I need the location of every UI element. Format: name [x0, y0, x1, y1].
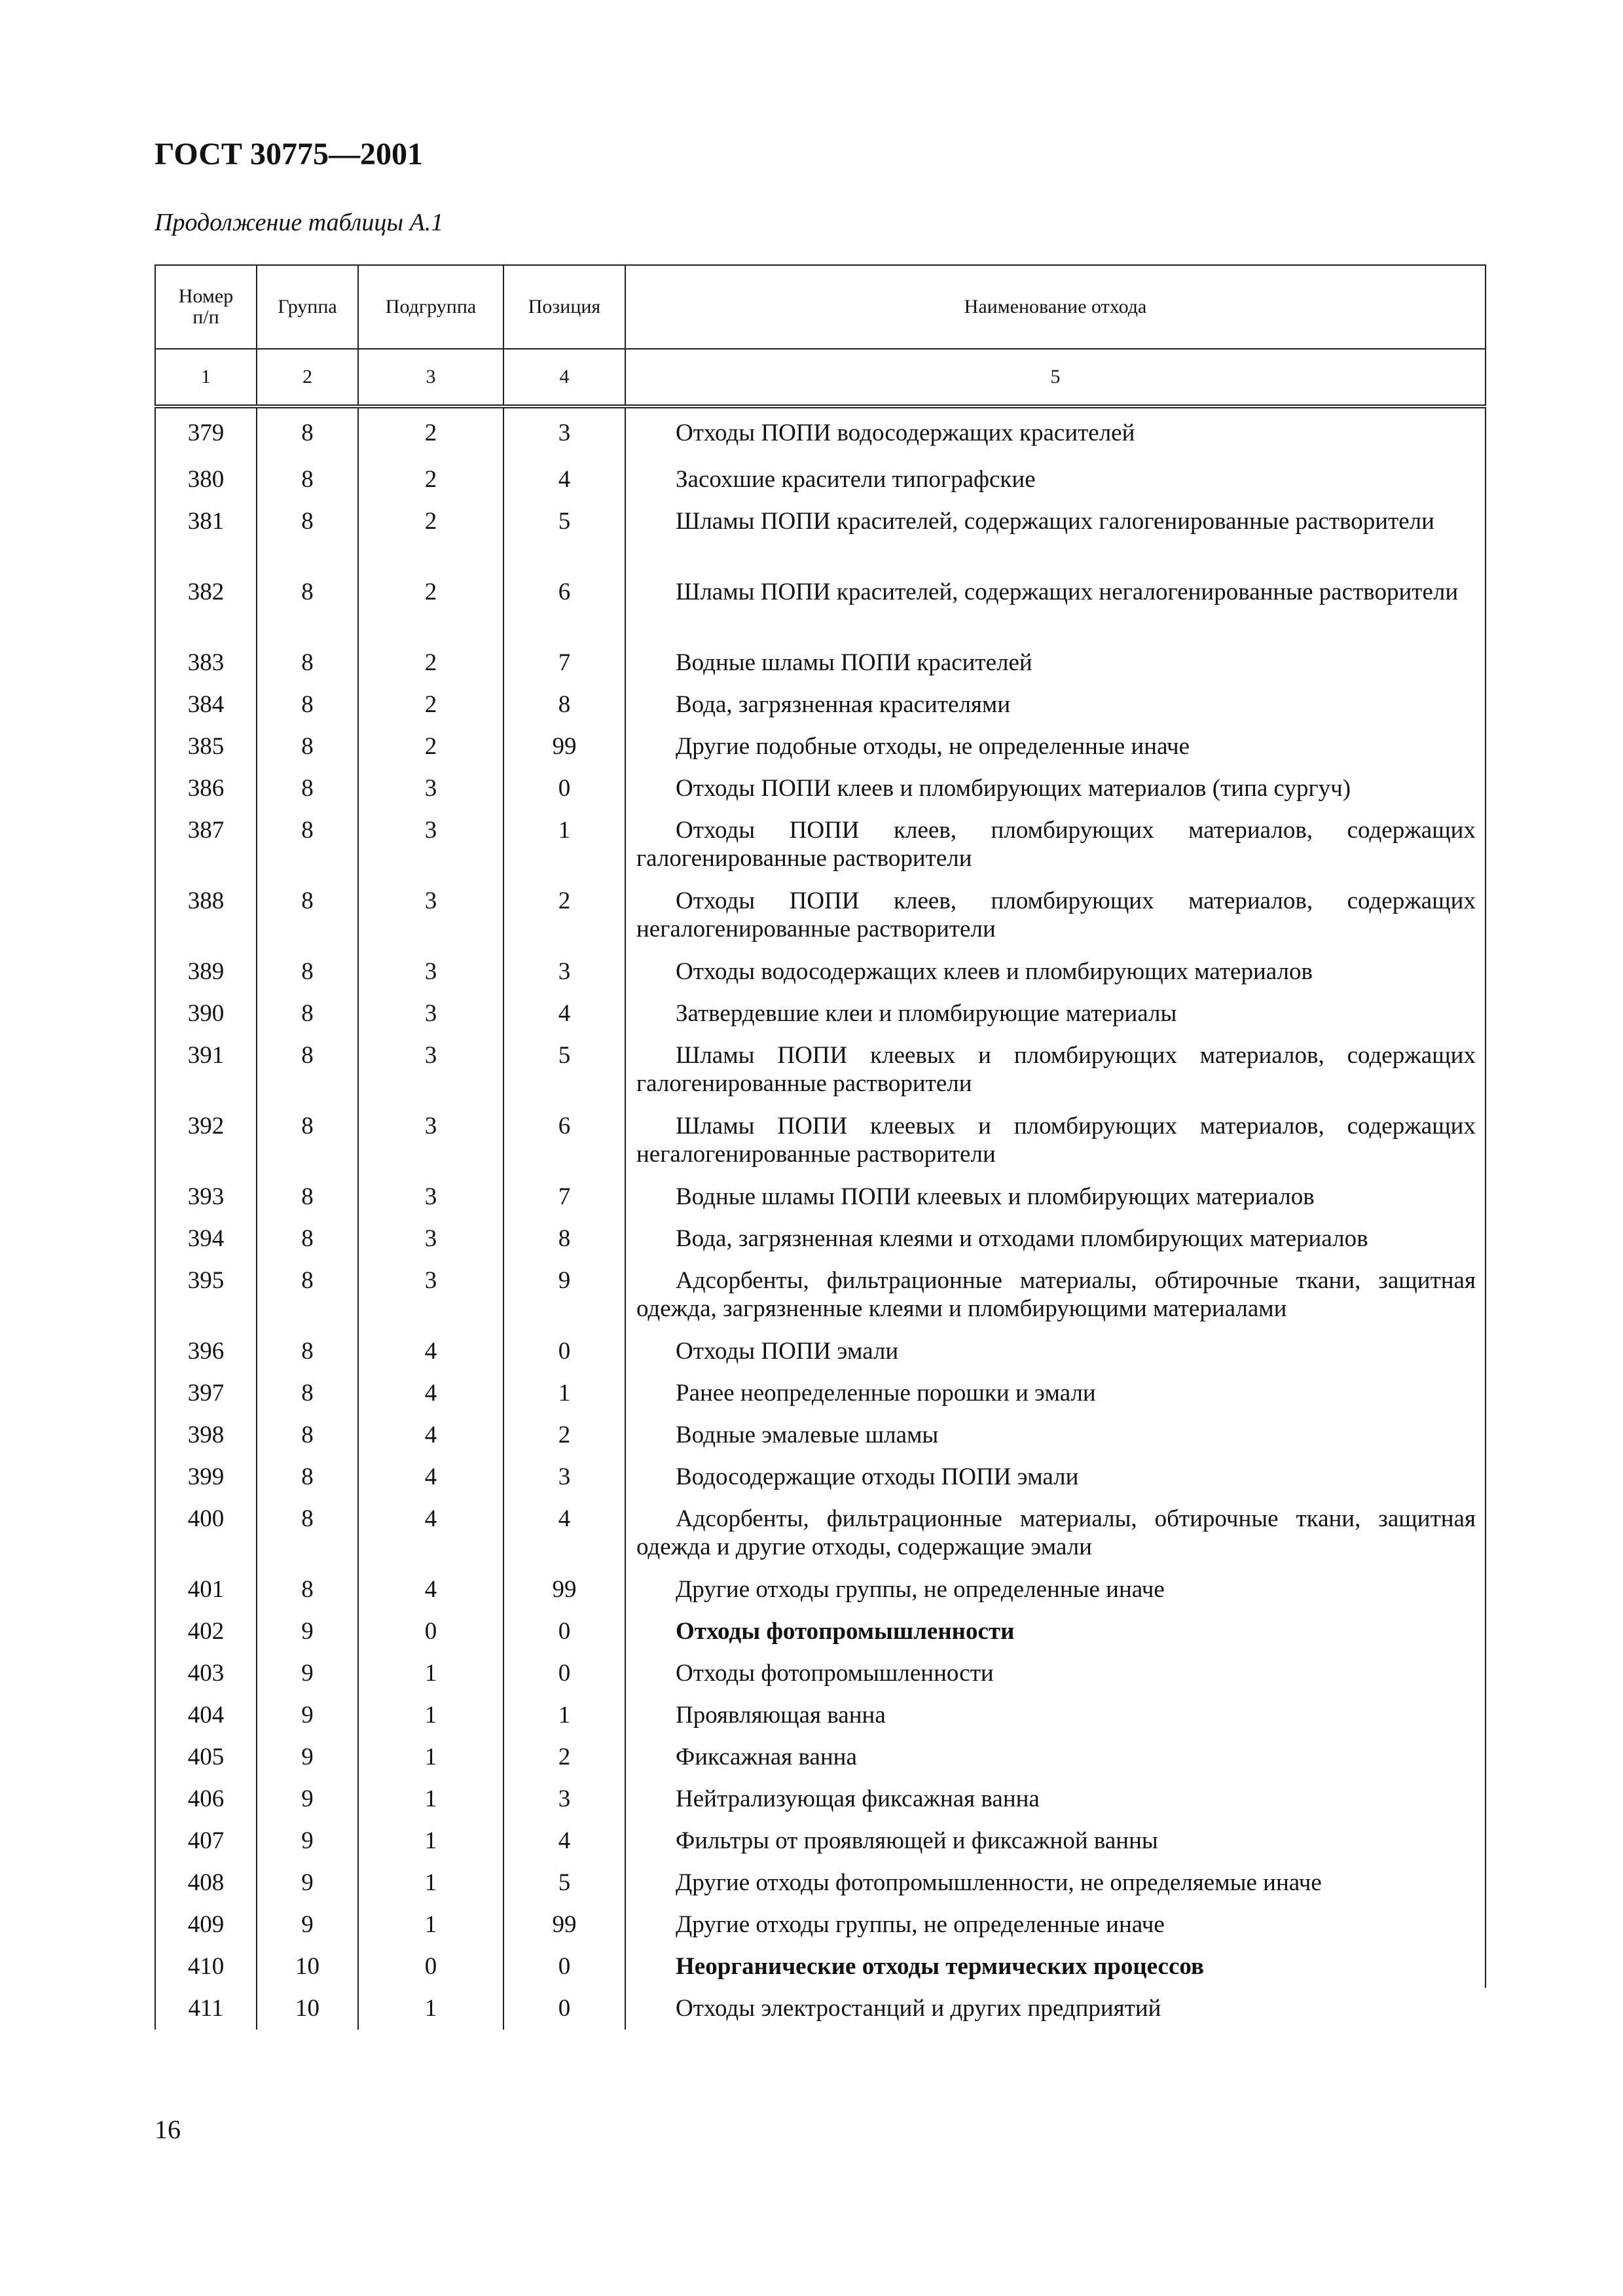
cell-subgroup: 3 [358, 880, 503, 951]
cell-position: 5 [503, 501, 625, 571]
col-header-subgroup: Подгруппа [358, 265, 503, 349]
document-title: ГОСТ 30775—2001 [155, 137, 423, 171]
cell-group: 9 [257, 1695, 358, 1736]
cell-number: 400 [155, 1498, 257, 1569]
cell-group: 8 [257, 1569, 358, 1611]
cell-subgroup: 2 [358, 642, 503, 684]
cell-position: 4 [503, 1820, 625, 1862]
cell-waste-name: Водные шламы ПОПИ красителей [625, 642, 1486, 684]
table-row [155, 951, 1486, 993]
waste-classification-table [155, 264, 1486, 2030]
col-index-1: 1 [155, 349, 257, 406]
cell-position: 0 [503, 1331, 625, 1372]
table-row [155, 993, 1486, 1035]
cell-subgroup: 1 [358, 1695, 503, 1736]
cell-subgroup: 3 [358, 1176, 503, 1218]
cell-number: 388 [155, 880, 257, 951]
cell-group: 8 [257, 726, 358, 768]
cell-position: 3 [503, 1456, 625, 1498]
cell-subgroup: 4 [358, 1456, 503, 1498]
col-index-2: 2 [257, 349, 358, 406]
cell-number: 406 [155, 1778, 257, 1820]
cell-group: 8 [257, 1456, 358, 1498]
cell-waste-name: Отходы водосодержащих клеев и пломбирующих материалов [625, 951, 1486, 993]
cell-waste-name: Водосодержащие отходы ПОПИ эмали [625, 1456, 1486, 1498]
cell-number: 390 [155, 993, 257, 1035]
col-header-group: Группа [257, 265, 358, 349]
cell-waste-name: Отходы электростанций и других предприятий [625, 1988, 1486, 2030]
cell-group: 10 [257, 1988, 358, 2030]
cell-group: 8 [257, 1035, 358, 1105]
cell-position: 3 [503, 1778, 625, 1820]
cell-waste-name: Ранее неопределенные порошки и эмали [625, 1372, 1486, 1414]
cell-subgroup: 2 [358, 571, 503, 642]
cell-group: 8 [257, 459, 358, 501]
cell-group: 8 [257, 1498, 358, 1569]
cell-position: 0 [503, 1946, 625, 1988]
cell-number: 389 [155, 951, 257, 993]
cell-group: 8 [257, 880, 358, 951]
cell-subgroup: 1 [358, 1778, 503, 1820]
table-row [155, 1988, 1486, 2030]
cell-group: 8 [257, 1372, 358, 1414]
table-row [155, 1035, 1486, 1105]
table-row [155, 1176, 1486, 1218]
cell-number: 405 [155, 1736, 257, 1778]
cell-subgroup: 3 [358, 768, 503, 810]
cell-position: 0 [503, 768, 625, 810]
cell-group: 8 [257, 1414, 358, 1456]
cell-waste-name: Шламы ПОПИ красителей, содержащих негалогенированные растворители [625, 571, 1486, 642]
table-row [155, 880, 1486, 951]
cell-position: 1 [503, 1695, 625, 1736]
cell-subgroup: 3 [358, 1035, 503, 1105]
cell-group: 8 [257, 993, 358, 1035]
table-row [155, 1260, 1486, 1331]
cell-group: 8 [257, 1260, 358, 1331]
cell-position: 6 [503, 571, 625, 642]
cell-waste-name: Нейтрализующая фиксажная ванна [625, 1778, 1486, 1820]
cell-number: 408 [155, 1862, 257, 1904]
cell-group: 10 [257, 1946, 358, 1988]
cell-subgroup: 2 [358, 459, 503, 501]
cell-position: 4 [503, 1498, 625, 1569]
cell-subgroup: 0 [358, 1611, 503, 1653]
table-row [155, 406, 1486, 459]
cell-subgroup: 4 [358, 1414, 503, 1456]
cell-number: 379 [155, 406, 257, 459]
table-row [155, 1862, 1486, 1904]
cell-subgroup: 1 [358, 1736, 503, 1778]
cell-number: 402 [155, 1611, 257, 1653]
cell-number: 397 [155, 1372, 257, 1414]
cell-waste-name: Отходы фотопромышленности [625, 1653, 1486, 1695]
cell-group: 8 [257, 571, 358, 642]
cell-group: 8 [257, 406, 358, 459]
cell-position: 6 [503, 1105, 625, 1176]
cell-subgroup: 3 [358, 1105, 503, 1176]
cell-number: 385 [155, 726, 257, 768]
cell-waste-name-section: Отходы фотопромышленности [625, 1611, 1486, 1653]
cell-position: 9 [503, 1260, 625, 1331]
cell-number: 404 [155, 1695, 257, 1736]
cell-group: 8 [257, 501, 358, 571]
cell-waste-name: Водные эмалевые шламы [625, 1414, 1486, 1456]
cell-position: 2 [503, 880, 625, 951]
cell-subgroup: 3 [358, 951, 503, 993]
cell-subgroup: 1 [358, 1653, 503, 1695]
cell-group: 9 [257, 1611, 358, 1653]
table-row [155, 1569, 1486, 1611]
cell-number: 380 [155, 459, 257, 501]
cell-subgroup: 4 [358, 1498, 503, 1569]
cell-number: 383 [155, 642, 257, 684]
cell-subgroup: 3 [358, 1260, 503, 1331]
cell-group: 9 [257, 1862, 358, 1904]
table-row [155, 1736, 1486, 1778]
cell-waste-name-section: Неорганические отходы термических процессов [625, 1946, 1486, 1988]
cell-number: 386 [155, 768, 257, 810]
cell-number: 394 [155, 1218, 257, 1260]
table-row [155, 1331, 1486, 1372]
cell-waste-name: Другие отходы группы, не определенные иначе [625, 1904, 1486, 1946]
table-row [155, 1778, 1486, 1820]
cell-subgroup: 0 [358, 1946, 503, 1988]
table-row [155, 1456, 1486, 1498]
cell-position: 5 [503, 1035, 625, 1105]
cell-position: 99 [503, 726, 625, 768]
cell-waste-name: Фиксажная ванна [625, 1736, 1486, 1778]
table-row [155, 1695, 1486, 1736]
cell-waste-name: Проявляющая ванна [625, 1695, 1486, 1736]
cell-number: 399 [155, 1456, 257, 1498]
cell-waste-name: Отходы ПОПИ водосодержащих красителей [625, 406, 1486, 459]
table-row [155, 1414, 1486, 1456]
table-row-section [155, 1946, 1486, 1988]
cell-waste-name: Другие отходы фотопромышленности, не определяемые иначе [625, 1862, 1486, 1904]
cell-waste-name: Засохшие красители типографские [625, 459, 1486, 501]
cell-position: 0 [503, 1653, 625, 1695]
cell-position: 0 [503, 1988, 625, 2030]
cell-group: 8 [257, 1105, 358, 1176]
cell-number: 398 [155, 1414, 257, 1456]
cell-subgroup: 2 [358, 684, 503, 726]
cell-waste-name: Шламы ПОПИ красителей, содержащих галогенированные растворители [625, 501, 1486, 571]
col-index-4: 4 [503, 349, 625, 406]
cell-number: 395 [155, 1260, 257, 1331]
cell-subgroup: 2 [358, 726, 503, 768]
cell-waste-name: Отходы ПОПИ клеев, пломбирующих материалов, содержащих галогенированные растворители [625, 810, 1486, 880]
cell-subgroup: 4 [358, 1372, 503, 1414]
table-row [155, 571, 1486, 642]
cell-waste-name: Отходы ПОПИ эмали [625, 1331, 1486, 1372]
cell-subgroup: 2 [358, 406, 503, 459]
col-header-waste-name: Наименование отхода [625, 265, 1486, 349]
cell-group: 9 [257, 1778, 358, 1820]
cell-waste-name: Шламы ПОПИ клеевых и пломбирующих материалов, содержащих негалогенированные растворители [625, 1105, 1486, 1176]
table-row [155, 726, 1486, 768]
table-header-row [155, 265, 1486, 349]
table-row [155, 1653, 1486, 1695]
table-row-section [155, 1611, 1486, 1653]
cell-subgroup: 4 [358, 1569, 503, 1611]
cell-number: 382 [155, 571, 257, 642]
cell-subgroup: 2 [358, 501, 503, 571]
cell-waste-name: Фильтры от проявляющей и фиксажной ванны [625, 1820, 1486, 1862]
cell-group: 8 [257, 1218, 358, 1260]
cell-group: 8 [257, 684, 358, 726]
table-row [155, 501, 1486, 571]
cell-subgroup: 1 [358, 1862, 503, 1904]
col-header-position: Позиция [503, 265, 625, 349]
cell-number: 387 [155, 810, 257, 880]
cell-position: 2 [503, 1736, 625, 1778]
cell-group: 9 [257, 1904, 358, 1946]
table-row [155, 1105, 1486, 1176]
table-row [155, 459, 1486, 501]
cell-subgroup: 1 [358, 1820, 503, 1862]
cell-number: 393 [155, 1176, 257, 1218]
cell-waste-name: Шламы ПОПИ клеевых и пломбирующих материалов, содержащих галогенированные растворители [625, 1035, 1486, 1105]
cell-position: 8 [503, 684, 625, 726]
cell-position: 2 [503, 1414, 625, 1456]
cell-number: 392 [155, 1105, 257, 1176]
cell-group: 9 [257, 1653, 358, 1695]
cell-number: 407 [155, 1820, 257, 1862]
table-row [155, 642, 1486, 684]
cell-subgroup: 3 [358, 993, 503, 1035]
cell-position: 8 [503, 1218, 625, 1260]
cell-number: 403 [155, 1653, 257, 1695]
cell-position: 7 [503, 642, 625, 684]
cell-number: 381 [155, 501, 257, 571]
cell-group: 9 [257, 1820, 358, 1862]
table-row [155, 684, 1486, 726]
cell-number: 401 [155, 1569, 257, 1611]
cell-position: 4 [503, 459, 625, 501]
cell-number: 409 [155, 1904, 257, 1946]
col-index-5: 5 [625, 349, 1486, 406]
cell-waste-name: Другие отходы группы, не определенные иначе [625, 1569, 1486, 1611]
cell-number: 391 [155, 1035, 257, 1105]
cell-waste-name: Вода, загрязненная клеями и отходами пломбирующих материалов [625, 1218, 1486, 1260]
cell-position: 1 [503, 1372, 625, 1414]
cell-group: 8 [257, 810, 358, 880]
table-row [155, 1904, 1486, 1946]
cell-waste-name: Затвердевшие клеи и пломбирующие материалы [625, 993, 1486, 1035]
cell-group: 9 [257, 1736, 358, 1778]
table-row [155, 1820, 1486, 1862]
table-row [155, 1498, 1486, 1569]
cell-waste-name: Вода, загрязненная красителями [625, 684, 1486, 726]
cell-waste-name: Отходы ПОПИ клеев, пломбирующих материалов, содержащих негалогенированные растворители [625, 880, 1486, 951]
page-number: 16 [155, 2115, 181, 2144]
col-index-3: 3 [358, 349, 503, 406]
cell-subgroup: 3 [358, 1218, 503, 1260]
cell-number: 410 [155, 1946, 257, 1988]
cell-position: 99 [503, 1569, 625, 1611]
cell-position: 0 [503, 1611, 625, 1653]
cell-position: 1 [503, 810, 625, 880]
cell-group: 8 [257, 1331, 358, 1372]
cell-waste-name: Адсорбенты, фильтрационные материалы, обтирочные ткани, защитная одежда и другие отходы, содержащие эмали [625, 1498, 1486, 1569]
table-row [155, 1372, 1486, 1414]
cell-number: 411 [155, 1988, 257, 2030]
table-row [155, 768, 1486, 810]
table-column-index-row [155, 349, 1486, 406]
table-row [155, 1218, 1486, 1260]
cell-position: 4 [503, 993, 625, 1035]
cell-number: 396 [155, 1331, 257, 1372]
cell-position: 3 [503, 951, 625, 993]
cell-number: 384 [155, 684, 257, 726]
cell-waste-name: Водные шламы ПОПИ клеевых и пломбирующих материалов [625, 1176, 1486, 1218]
cell-group: 8 [257, 768, 358, 810]
cell-position: 5 [503, 1862, 625, 1904]
cell-position: 7 [503, 1176, 625, 1218]
table-continuation-label: Продолжение таблицы А.1 [155, 209, 444, 236]
cell-group: 8 [257, 1176, 358, 1218]
cell-subgroup: 1 [358, 1988, 503, 2030]
cell-subgroup: 3 [358, 810, 503, 880]
cell-group: 8 [257, 642, 358, 684]
cell-waste-name: Отходы ПОПИ клеев и пломбирующих материалов (типа сургуч) [625, 768, 1486, 810]
cell-position: 99 [503, 1904, 625, 1946]
col-header-number: Номер п/п [155, 265, 257, 349]
cell-position: 3 [503, 406, 625, 459]
cell-subgroup: 1 [358, 1904, 503, 1946]
table-row [155, 810, 1486, 880]
cell-waste-name: Другие подобные отходы, не определенные иначе [625, 726, 1486, 768]
cell-waste-name: Адсорбенты, фильтрационные материалы, обтирочные ткани, защитная одежда, загрязненные клеями и пломбирующими материалами [625, 1260, 1486, 1331]
cell-subgroup: 4 [358, 1331, 503, 1372]
cell-group: 8 [257, 951, 358, 993]
